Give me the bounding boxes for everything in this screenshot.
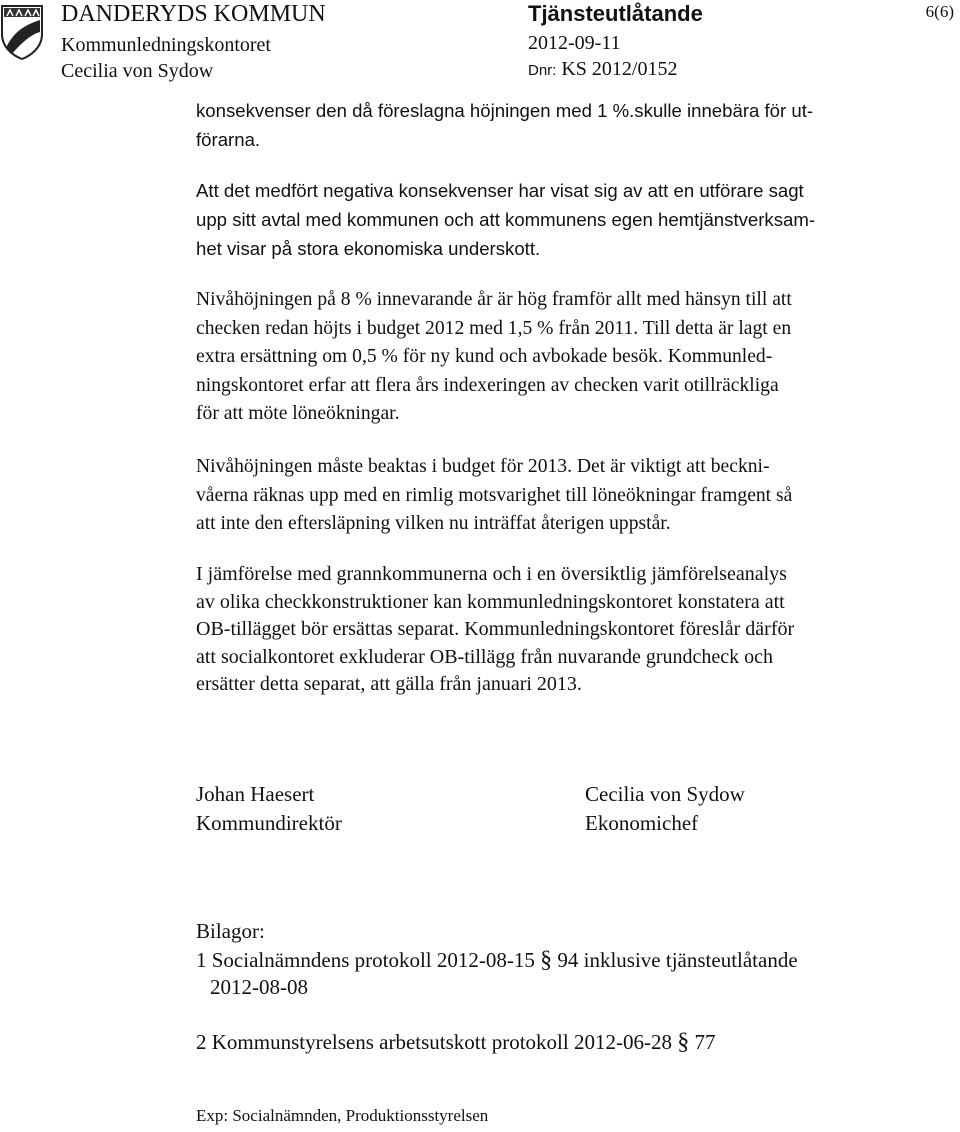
paragraph-line: Att det medfört negativa konsekvenser har visat sig av att en utförare sagt (196, 180, 804, 201)
paragraph-line: ersätter detta separat, att gälla från januari 2013. (196, 673, 582, 696)
diary-number (528, 58, 677, 81)
signatory-title: Ekonomichef (585, 811, 699, 835)
paragraph-line: Nivåhöjningen måste beaktas i budget för 2013. Det är viktigt att beckni- (196, 456, 770, 477)
department-name: Kommunledningskontoret (61, 34, 271, 56)
paragraph-line: het visar på stora ekonomiska underskott. (196, 238, 541, 259)
attachment-item-2 (196, 1027, 715, 1057)
paragraph-line: extra ersättning om 0,5 % för ny kund och avbokade besök. Kommunled- (196, 346, 773, 367)
attachment-item-1-continued: 2012-08-08 (210, 975, 308, 999)
attachment-item-1 (196, 945, 798, 975)
paragraph-line: upp sitt avtal med kommunen och att kommunens egen hemtjänstverksam- (196, 209, 816, 230)
attachment-text: 2 Kommunstyrelsens arbetsutskott protokoll 2012-06-28 (196, 1030, 672, 1054)
paragraph-3 (196, 286, 936, 429)
section-sign: § (677, 1029, 690, 1055)
diary-number-value: KS 2012/0152 (561, 58, 678, 80)
expedition-line: Exp: Socialnämnden, Produktionsstyrelsen (196, 1106, 489, 1125)
paragraph-1 (196, 96, 936, 154)
signature-block-1 (196, 780, 342, 838)
organization-name: DANDERYDS KOMMUN (61, 1, 326, 27)
attachment-text: 1 Socialnämndens protokoll 2012-08-15 (196, 948, 535, 972)
signatory-name: Cecilia von Sydow (585, 782, 745, 806)
diary-number-label: Dnr: (528, 62, 557, 79)
paragraph-4 (196, 453, 936, 539)
paragraph-line: av olika checkkonstruktioner kan kommunledningskontoret konstatera att (196, 590, 785, 613)
paragraph-line: våerna räknas upp med en rimlig motsvarighet till löneökningar framgent så (196, 484, 793, 506)
paragraph-line: I jämförelse med grannkommunerna och i en översiktlig jämförelseanalys (196, 563, 787, 585)
attachment-text: 94 inklusive tjänsteutlåtande (557, 948, 798, 972)
paragraph-line: att inte den eftersläpning vilken nu inträffat återigen uppstår. (196, 513, 671, 534)
page-number: 6(6) (925, 2, 954, 21)
paragraph-5 (196, 561, 936, 699)
paragraph-line: OB-tillägget bör ersättas separat. Kommunledningskontoret föreslår därför (196, 618, 795, 641)
author-name: Cecilia von Sydow (61, 60, 214, 82)
document-type: Tjänsteutlåtande (528, 1, 703, 26)
attachments-heading: Bilagor: (196, 919, 265, 943)
paragraph-line: förarna. (196, 129, 261, 150)
signatory-name: Johan Haesert (196, 782, 315, 806)
paragraph-line: checken redan höjts i budget 2012 med 1,5 % från 2011. Till detta är lagt en (196, 317, 792, 339)
paragraph-line: Nivåhöjningen på 8 % innevarande år är hög framför allt med hänsyn till att (196, 289, 792, 310)
paragraph-line: konsekvenser den då föreslagna höjningen med 1 %.skulle innebära för ut- (196, 100, 814, 121)
paragraph-line: att socialkontoret exkluderar OB-tillägg från nuvarande grundcheck och (196, 645, 774, 668)
attachment-text: 77 (694, 1030, 716, 1054)
document-date: 2012-09-11 (528, 32, 621, 54)
section-sign: § (540, 947, 553, 973)
municipality-coat-of-arms-logo (0, 4, 44, 60)
paragraph-line: för att möte löneökningar. (196, 403, 400, 424)
signature-block-2 (585, 780, 745, 838)
signatory-title: Kommundirektör (196, 811, 342, 835)
paragraph-line: ningskontoret erfar att flera års indexeringen av checken varit otillräckliga (196, 374, 779, 396)
paragraph-2 (196, 176, 936, 263)
